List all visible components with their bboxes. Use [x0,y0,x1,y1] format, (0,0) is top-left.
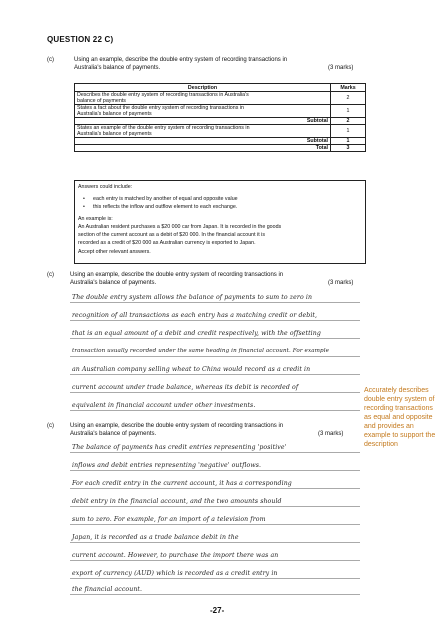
answers-box [74,180,366,264]
example-line: An Australian resident purchases a $20 000 car from Japan. It is recorded in the goods [78,224,282,230]
total-marks: 3 [331,145,366,152]
criteria-marks: 1 [331,105,366,118]
handwritten-line: sum to zero. For example, for an import of a television from [72,516,266,523]
ruled-line [70,338,360,339]
criteria-description [75,92,331,105]
ruled-line [70,410,360,411]
total-row [75,145,366,152]
marking-criteria-table [74,83,366,152]
ruled-line [70,374,360,375]
page-number: -27- [210,606,225,615]
criteria-text: balance of payments [77,98,126,104]
ruled-line [70,392,360,393]
criteria-row [75,125,366,138]
handwritten-line: equivalent in financial account under other investments. [72,402,256,409]
question-title: QUESTION 22 C) [47,35,114,44]
handwritten-line: The double entry system allows the balance of payments to sum to zero in [72,294,313,301]
subtotal-row [75,138,366,145]
handwritten-line: an Australian company selling wheat to China would record as a credit in [72,366,311,373]
handwritten-line: The balance of payments has credit entries representing 'positive' [72,444,287,451]
ruled-line [70,578,360,579]
criteria-text: Australia's balance of payments [77,131,152,137]
sample1-marks: (3 marks) [328,280,354,286]
sample1-part-label: (c) [47,272,54,278]
handwritten-line: For each credit entry in the current account, it has a corresponding [72,480,292,487]
marker-annotation: Accurately describes double entry system of recording transactions as equal and opposite and provides an example to support the description [364,387,436,448]
description-header: Description [75,84,331,92]
criteria-row [75,105,366,118]
answers-heading: Answers could include: [78,184,133,190]
total-label: Total [75,145,331,152]
sample2-question-line2: Australia's balance of payments. [70,431,157,437]
ruled-line [70,488,360,489]
handwritten-line: current account. However, to purchase the import there was an [72,552,279,559]
ruled-line [70,452,360,453]
answer-bullet: this reflects the inflow and outflow element to each exchange. [93,204,238,210]
question-text-line1: Using an example, describe the double entry system of recording transactions in [74,57,288,63]
handwritten-line: debit entry in the financial account, and the two amounts should [72,498,282,505]
criteria-description [75,125,331,138]
subtotal-row [75,118,366,125]
ruled-line [70,524,360,525]
part-label: (c) [47,57,54,63]
ruled-line [70,356,360,357]
sample2-question-line1: Using an example, describe the double entry system of recording transactions in [70,423,284,429]
ruled-line [70,560,360,561]
bullet-icon: • [83,204,85,210]
handwritten-line: inflows and debit entries representing 'negative' outflows. [72,462,262,469]
subtotal-marks: 2 [331,118,366,125]
example-line: recorded as a credit of $20 000 as Australian currency is exported to Japan. [78,240,256,246]
criteria-text: Describes the double entry system of recording transactions in Australia's [77,92,249,98]
subtotal-marks: 1 [331,138,366,145]
handwritten-line: current account under trade balance, whereas its debit is recorded of [72,384,299,391]
table-header-row [75,84,366,92]
ruled-line [70,320,360,321]
accept-other-text: Accept other relevant answers. [78,249,151,255]
ruled-line [70,470,360,471]
handwritten-line: Japan, it is recorded as a trade balance debit in the [72,534,239,541]
criteria-text: Australia's balance of payments [77,111,152,117]
criteria-text: States an example of the double entry system of recording transactions in [77,125,250,131]
sample1-question-line2: Australia's balance of payments. [70,280,157,286]
ruled-line [70,302,360,303]
answer-bullet: each entry is matched by another of equal and opposite value [93,196,238,202]
ruled-line [70,506,360,507]
criteria-description [75,105,331,118]
subtotal-label: Subtotal [75,138,331,145]
handwritten-line: export of currency (AUD) which is recorded as a credit entry in [72,570,278,577]
handwritten-line: recognition of all transactions as each entry has a matching credit or debit, [72,312,318,319]
criteria-text: States a fact about the double entry system of recording transactions in [77,105,244,111]
bullet-icon: • [83,196,85,202]
example-line: section of the current account as a debit of $20 000. In the financial account it is [78,232,265,238]
sample2-part-label: (c) [47,423,54,429]
handwritten-line: that is an equal amount of a debit and credit respectively, with the offsetting [72,330,321,337]
criteria-row [75,92,366,105]
handwritten-line: transaction usually recorded under the same heading in financial account. For example [72,348,330,354]
question-text-line2: Australia's balance of payments. [74,65,161,71]
criteria-marks: 2 [331,92,366,105]
marks-header: Marks [331,84,366,92]
sample2-marks: (3 marks) [318,431,344,437]
handwritten-line: the financial account. [72,586,143,593]
sample1-question-line1: Using an example, describe the double entry system of recording transactions in [70,272,284,278]
ruled-line [70,594,360,595]
ruled-line [70,542,360,543]
criteria-marks: 1 [331,125,366,138]
marks-label: (3 marks) [328,65,354,71]
example-heading: An example is: [78,216,113,222]
subtotal-label: Subtotal [75,118,331,125]
